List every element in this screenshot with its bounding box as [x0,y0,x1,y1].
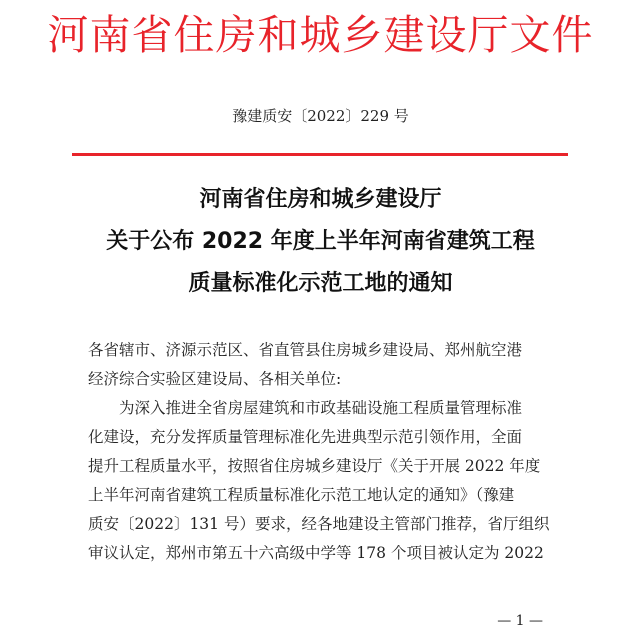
page-number: — 1 — [497,613,543,629]
body-line: 审议认定，郑州市第五十六高级中学等 178 个项目被认定为 2022 [88,544,544,562]
body-line: 化建设，充分发挥质量管理标准化先进典型示范引领作用，全面 [88,428,523,446]
red-divider-rule [72,153,568,156]
body-line: 为深入推进全省房屋建筑和市政基础设施工程质量管理标准 [88,399,523,417]
body-line: 上半年河南省建筑工程质量标准化示范工地认定的通知》（豫建 [88,486,515,504]
page-footer [0,612,641,630]
notice-title-line-3: 质量标准化示范工地的通知 [188,271,453,296]
notice-title-line-1: 河南省住房和城乡建设厅 [199,187,442,212]
notice-body [88,336,558,568]
body-line: 提升工程质量水平，按照省住房城乡建设厅《关于开展 2022 年度 [88,457,541,475]
body-line: 各省辖市、济源示范区、省直管县住房城乡建设局、郑州航空港 [88,341,523,359]
body-line: 经济综合实验区建设局、各相关单位: [88,370,342,388]
document-masthead: 河南省住房和城乡建设厅文件 [47,11,594,59]
notice-title-line-2: 关于公布 2022 年度上半年河南省建筑工程 [106,229,535,254]
body-line: 质安〔2022〕131 号）要求，经各地建设主管部门推荐，省厅组织 [88,515,550,533]
document-number: 豫建质安〔2022〕229 号 [232,107,409,125]
